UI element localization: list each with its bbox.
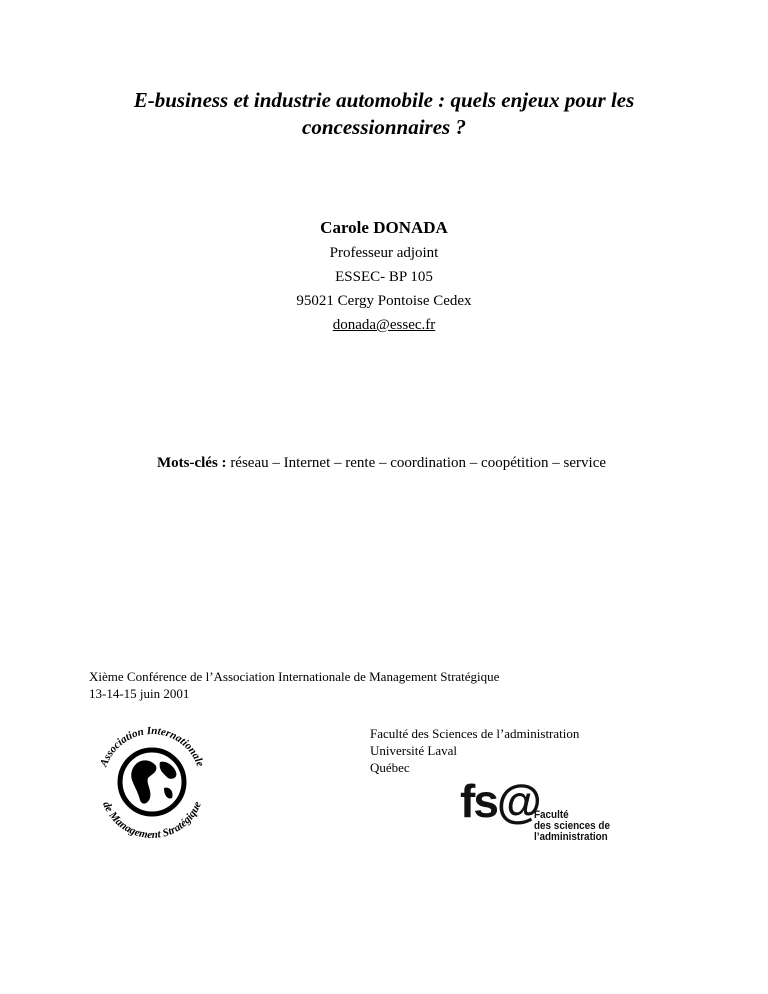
aims-logo-top-text: Association Internationale — [97, 724, 207, 769]
author-institution: ESSEC- BP 105 — [335, 269, 433, 285]
conference-dates: 13-14-15 juin 2001 — [89, 686, 190, 701]
fsa-logo-line-3: l’administration — [534, 831, 608, 843]
fsa-logo-text — [534, 810, 610, 843]
document-title — [84, 87, 684, 141]
author-position: Professeur adjoint — [329, 245, 439, 261]
conference-info — [89, 668, 499, 702]
title-line-2: concessionnaires ? — [302, 115, 466, 139]
host-faculty — [370, 725, 579, 776]
author-block — [184, 217, 584, 337]
aims-logo-bottom-text: de Management Stratégique — [100, 799, 204, 842]
author-address: 95021 Cergy Pontoise Cedex — [296, 293, 472, 309]
host-city: Québec — [370, 760, 410, 775]
fsa-logo — [460, 776, 630, 846]
host-faculty-name: Faculté des Sciences de l’administration — [370, 726, 580, 741]
title-line-1: E-business et industrie automobile : quels enjeux pour les — [133, 88, 635, 112]
fsa-logo-line-2: des sciences de — [534, 820, 610, 832]
fsa-logo-mark: fs@ — [460, 775, 540, 827]
author-email-link[interactable]: donada@essec.fr — [332, 317, 436, 333]
keywords — [157, 455, 606, 472]
keywords-label: Mots-clés : — [157, 455, 227, 471]
fsa-logo-line-1: Faculté — [534, 809, 569, 821]
aims-logo — [86, 712, 218, 844]
globe-icon — [120, 750, 184, 814]
conference-name: Xième Conférence de l’Association Internationale de Management Stratégique — [89, 669, 500, 684]
author-name: Carole DONADA — [320, 218, 448, 237]
keywords-text: réseau – Internet – rente – coordination – coopétition – service — [226, 455, 607, 471]
host-university: Université Laval — [370, 743, 457, 758]
